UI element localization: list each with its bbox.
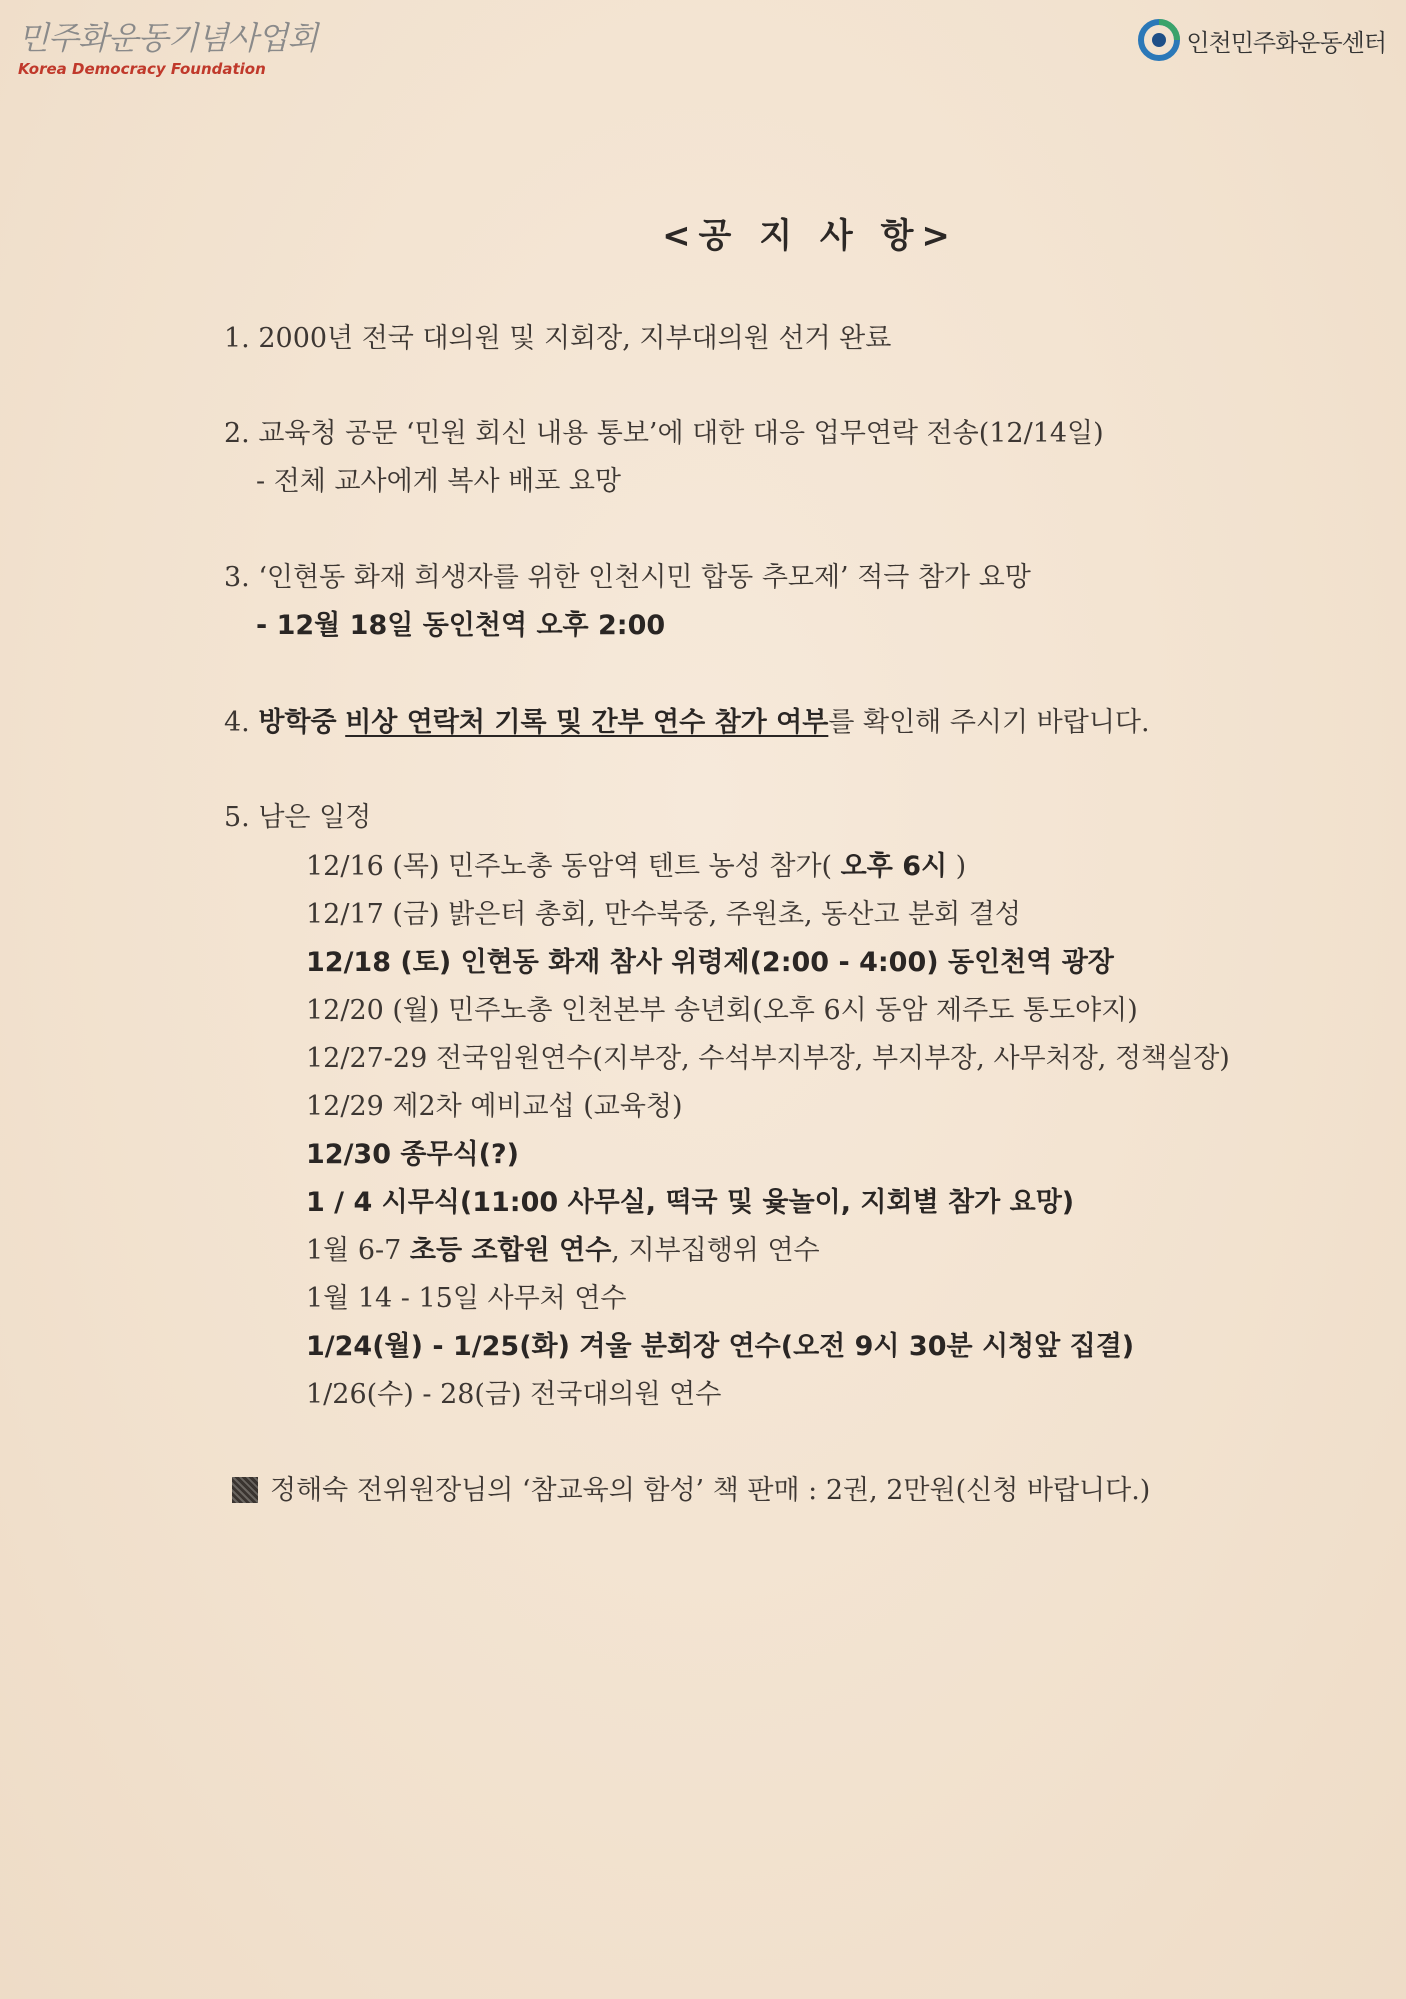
korea-democracy-foundation-logo (18, 18, 318, 80)
schedule-item-1-end: ) (947, 851, 967, 882)
notice-item-4 (224, 703, 1150, 743)
notice-item-4-bold-a: 방학중 (258, 707, 337, 738)
org-korean-name: 민주화운동기념사업회 (18, 19, 318, 57)
footer-note-text: 정해숙 전위원장님의 ‘참교육의 함성’ 책 판매 : 2권, 2만원(신청 바랍니다.) (270, 1475, 1151, 1506)
center-name: 인천민주화운동센터 (1186, 28, 1386, 57)
schedule-item-8: 1 / 4 시무식(11:00 사무실, 떡국 및 윷놀이, 지회별 참가 요망) (306, 1187, 1075, 1218)
schedule-item-9 (306, 1231, 820, 1271)
schedule-item-9-text: 1월 6-7 (306, 1235, 410, 1266)
notice-item-5: 5. 남은 일정 (224, 802, 372, 833)
org-english-name: Korea Democracy Foundation (18, 60, 266, 78)
schedule-item-2: 12/17 (금) 밝은터 총회, 만수북중, 주원초, 동산고 분회 결성 (306, 899, 1021, 930)
incheon-center-logo (1138, 18, 1386, 62)
notice-item-4-rest: 를 확인해 주시기 바랍니다. (828, 707, 1150, 738)
schedule-item-1-bold: 오후 6시 (840, 851, 948, 882)
notice-item-4-bold-underlined: 비상 연락처 기록 및 간부 연수 참가 여부 (345, 707, 829, 738)
notice-item-3: 3. ‘인현동 화재 희생자를 위한 인천시민 합동 추모제’ 적극 참가 요망 (224, 562, 1031, 593)
schedule-item-9-end: , 지부집행위 연수 (611, 1235, 820, 1266)
schedule-item-1 (306, 847, 966, 887)
schedule-item-4: 12/20 (월) 민주노총 인천본부 송년회(오후 6시 동암 제주도 통도야지) (306, 995, 1138, 1026)
notice-item-1: 1. 2000년 전국 대의원 및 지회장, 지부대의원 선거 완료 (224, 323, 892, 354)
notice-item-2-sub: - 전체 교사에게 복사 배포 요망 (256, 466, 622, 497)
page-title: <공 지 사 항> (662, 216, 958, 256)
schedule-item-6: 12/29 제2차 예비교섭 (교육청) (306, 1091, 683, 1122)
footer-note (232, 1471, 1150, 1511)
schedule-item-1-text: 12/16 (목) 민주노총 동암역 텐트 농성 참가( (306, 851, 841, 882)
notice-item-4-number: 4. (224, 707, 250, 738)
schedule-item-9-bold: 초등 조합원 연수 (409, 1235, 612, 1266)
schedule-item-11: 1/24(월) - 1/25(화) 겨울 분회장 연수(오전 9시 30분 시청앞 집결) (306, 1331, 1135, 1362)
notice-item-2: 2. 교육청 공문 ‘민원 회신 내용 통보’에 대한 대응 업무연락 전송(12/14일) (224, 418, 1104, 449)
hatched-square-icon (232, 1477, 258, 1503)
schedule-item-3: 12/18 (토) 인현동 화재 참사 위령제(2:00 - 4:00) 동인천역 광장 (306, 947, 1114, 978)
ring-logo-icon (1138, 19, 1180, 61)
notice-item-3-sub: - 12월 18일 동인천역 오후 2:00 (256, 610, 666, 641)
schedule-item-10: 1월 14 - 15일 사무처 연수 (306, 1283, 627, 1314)
schedule-item-12: 1/26(수) - 28(금) 전국대의원 연수 (306, 1379, 722, 1410)
schedule-item-7: 12/30 종무식(?) (306, 1139, 519, 1170)
schedule-item-5: 12/27-29 전국임원연수(지부장, 수석부지부장, 부지부장, 사무처장, 정책실장) (306, 1043, 1230, 1074)
